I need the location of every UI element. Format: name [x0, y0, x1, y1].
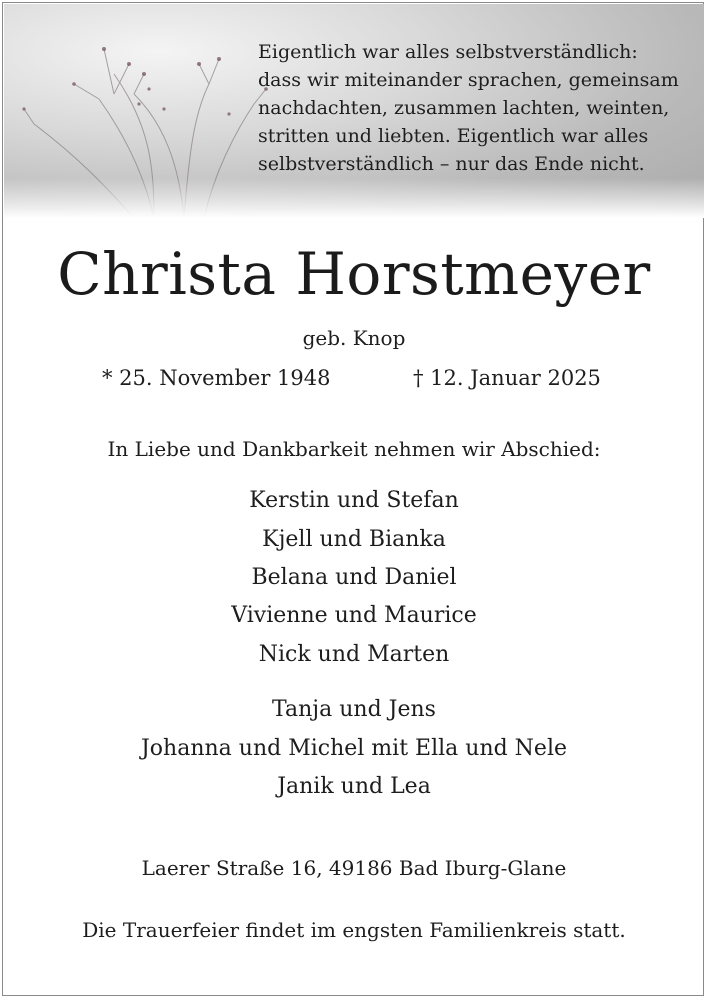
mourner-line: Tanja und Jens	[272, 697, 436, 722]
funeral-note: Die Trauerfeier findet im engsten Familienkreis statt.	[82, 918, 626, 942]
mourner-line: Nick und Marten	[258, 642, 450, 667]
header-image	[4, 4, 704, 218]
mourner-line: Belana und Daniel	[251, 565, 457, 590]
mourner-line: Vivienne und Maurice	[231, 603, 477, 628]
quote-line: dass wir miteinander sprachen, gemeinsam	[258, 69, 679, 91]
quote-line: stritten und liebten. Eigentlich war alles	[258, 125, 649, 147]
mourner-line: Johanna und Michel mit Ella und Nele	[140, 736, 568, 761]
birth-date: * 25. November 1948	[102, 366, 331, 390]
address: Laerer Straße 16, 49186 Bad Iburg-Glane	[141, 856, 567, 880]
header-fade	[4, 178, 704, 218]
quote-block	[258, 38, 698, 178]
maiden-name: geb. Knop	[302, 326, 406, 350]
mourner-line: Janik und Lea	[277, 774, 431, 799]
mourner-line: Kjell und Bianka	[262, 527, 446, 552]
quote-line: Eigentlich war alles selbstverständlich:	[258, 41, 638, 63]
quote-line: nachdachten, zusammen lachten, weinten,	[258, 97, 670, 119]
quote-line: selbstverständlich – nur das Ende nicht.	[258, 153, 645, 175]
deceased-name: Christa Horstmeyer	[57, 240, 651, 308]
farewell-intro: In Liebe und Dankbarkeit nehmen wir Abschied:	[107, 437, 601, 461]
mourner-line: Kerstin und Stefan	[249, 488, 459, 513]
death-date: † 12. Januar 2025	[413, 366, 601, 390]
